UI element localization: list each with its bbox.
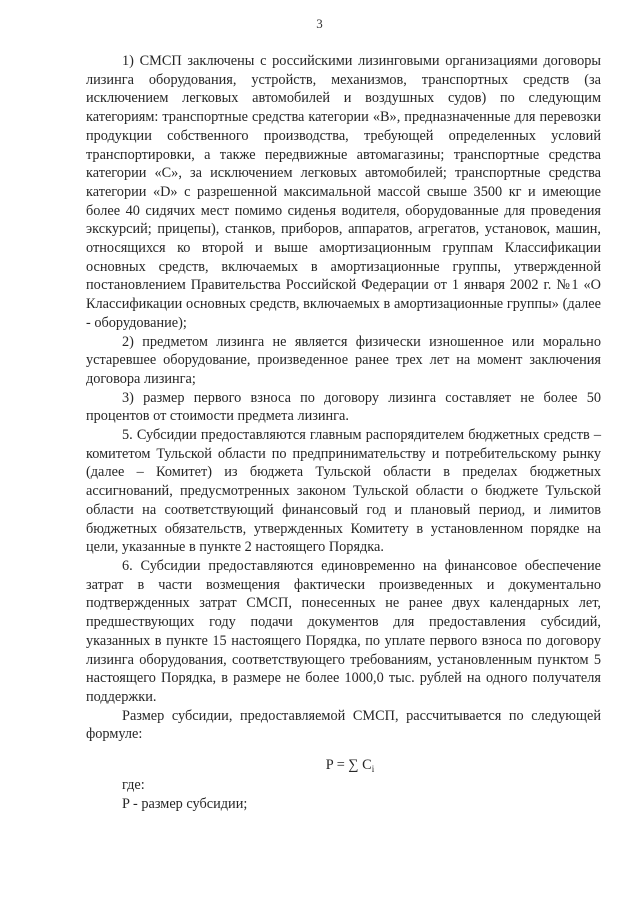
- formula-main: P = ∑ C: [325, 757, 372, 773]
- formula-legend: [122, 776, 247, 813]
- paragraph-subsidy-formula-intro: Размер субсидии, предоставляемой СМСП, рассчитывается по следующей формуле:: [86, 707, 601, 743]
- page-number: 3: [316, 16, 323, 31]
- paragraph-1-leasing-contracts: 1) СМСП заключены с российскими лизинговыми организациями договоры лизинга оборудования, устройств, механизмов, транспортных средств (за исключением легковых автомобилей и воздушных судов) по следующим категориям: транспортные средства категории «В», предназначенные для перевозки продукции собственного производства, требующей определенных условий транспортировки, а также передвижные автомагазины; транспортные средства категории «С», за исключением легковых автомобилей; транспортные средства категории «D» с разрешенной максимальной массой свыше 3500 кг и имеющие более 40 сидячих мест помимо сиденья водителя, оборудованные для проведения экскурсий; прицепы), станков, приборов, аппаратов, агрегатов, установок, машин, относящихся ко второй и выше амортизационным группам Классификации основных средств, включаемых в амортизационные группы, утвержденной постановлением Правительства Российской Федерации от 1 января 2002 г. №1 «О Классификации основных средств, включаемых в амортизационные группы» (далее - оборудование);: [86, 53, 601, 331]
- paragraph-5-subsidy-provider: 5. Субсидии предоставляются главным распорядителем бюджетных средств – комитетом Тульской области по предпринимательству и потребительскому рынку (далее – Комитет) из бюджета Тульской области в пределах бюджетных ассигнований, предусмотренных законом Тульской области о бюджете Тульской области на соответствующий финансовый год и плановый период, и лимитов бюджетных обязательств, утвержденных Комитету в установленном порядке на цели, указанные в пункте 2 настоящего Порядка.: [86, 427, 601, 556]
- subsidy-formula: [0, 756, 639, 779]
- formula-subscript: i: [371, 764, 375, 774]
- paragraph-3-first-payment: 3) размер первого взноса по договору лизинга составляет не более 50 процентов от стоимости предмета лизинга.: [86, 389, 601, 425]
- where-label: где:: [122, 777, 145, 793]
- document-body: [86, 52, 601, 744]
- definition-p: P - размер субсидии;: [122, 795, 248, 812]
- paragraph-2-equipment-condition: 2) предметом лизинга не является физически изношенное или морально устаревшее оборудование, произведенное ранее трех лет на момент заключения договора лизинга;: [86, 333, 601, 387]
- paragraph-6-subsidy-purpose: 6. Субсидии предоставляются единовременно на финансовое обеспечение затрат в части возмещения фактически произведенных и документально подтвержденных затрат СМСП, понесенных не ранее двух календарных лет, предшествующих году подачи документов для предоставления субсидий, указанных в пункте 15 настоящего Порядка, по уплате первого взноса по договору лизинга оборудования, соответствующего требованиям, установленным пунктом 5 настоящего Порядка, в размере не более 1000,0 тыс. рублей на одного получателя поддержки.: [86, 557, 601, 705]
